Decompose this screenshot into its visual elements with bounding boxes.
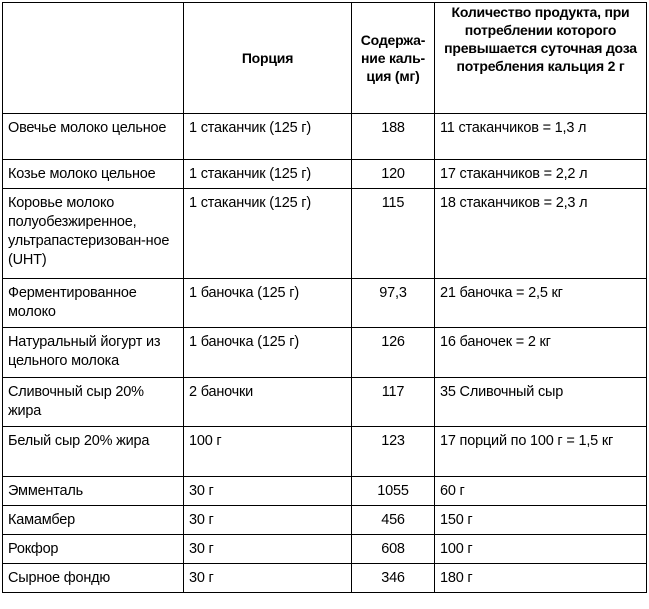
cell-calcium: 346	[352, 564, 435, 593]
cell-portion: 1 баночка (125 г)	[184, 279, 352, 328]
table-row	[3, 378, 647, 427]
cell-product: Рокфор	[3, 535, 184, 564]
table-row	[3, 189, 647, 279]
cell-amount: 180 г	[435, 564, 647, 593]
cell-amount: 17 стаканчиков = 2,2 л	[435, 160, 647, 189]
cell-calcium: 126	[352, 328, 435, 378]
cell-calcium: 608	[352, 535, 435, 564]
cell-portion: 30 г	[184, 506, 352, 535]
table-row	[3, 506, 647, 535]
cell-amount: 18 стаканчиков = 2,3 л	[435, 189, 647, 279]
table-row	[3, 279, 647, 328]
cell-amount: 21 баночка = 2,5 кг	[435, 279, 647, 328]
table-row	[3, 564, 647, 593]
cell-product: Коровье молоко полуобезжиренное, ультрапастеризован-ное (UHT)	[3, 189, 184, 279]
cell-amount: 60 г	[435, 477, 647, 506]
header-row	[3, 3, 647, 114]
cell-product: Эмменталь	[3, 477, 184, 506]
cell-portion: 30 г	[184, 535, 352, 564]
cell-product: Овечье молоко цельное	[3, 114, 184, 160]
cell-amount: 35 Сливочный сыр	[435, 378, 647, 427]
cell-product: Натуральный йогурт из цельного молока	[3, 328, 184, 378]
table-row	[3, 160, 647, 189]
table-row	[3, 427, 647, 477]
cell-amount: 16 баночек = 2 кг	[435, 328, 647, 378]
cell-portion: 1 стаканчик (125 г)	[184, 160, 352, 189]
cell-calcium: 456	[352, 506, 435, 535]
cell-portion: 1 стаканчик (125 г)	[184, 189, 352, 279]
cell-calcium: 188	[352, 114, 435, 160]
header-amount: Количество продукта, при потреблении которого превышается суточная доза потребления кальция 2 г	[435, 3, 647, 114]
cell-product: Сливочный сыр 20% жира	[3, 378, 184, 427]
cell-calcium: 123	[352, 427, 435, 477]
table-row	[3, 477, 647, 506]
cell-amount: 17 порций по 100 г = 1,5 кг	[435, 427, 647, 477]
cell-portion: 30 г	[184, 564, 352, 593]
cell-portion: 100 г	[184, 427, 352, 477]
cell-calcium: 115	[352, 189, 435, 279]
cell-product: Ферментированное молоко	[3, 279, 184, 328]
cell-portion: 2 баночки	[184, 378, 352, 427]
cell-portion: 1 стаканчик (125 г)	[184, 114, 352, 160]
cell-product: Камамбер	[3, 506, 184, 535]
cell-amount: 100 г	[435, 535, 647, 564]
cell-portion: 1 баночка (125 г)	[184, 328, 352, 378]
calcium-table	[2, 2, 647, 593]
table-row	[3, 328, 647, 378]
header-product	[3, 3, 184, 114]
table-row	[3, 535, 647, 564]
cell-calcium: 120	[352, 160, 435, 189]
cell-product: Белый сыр 20% жира	[3, 427, 184, 477]
cell-amount: 11 стаканчиков = 1,3 л	[435, 114, 647, 160]
table-row	[3, 114, 647, 160]
cell-product: Козье молоко цельное	[3, 160, 184, 189]
header-calcium: Содержа-ние каль-ция (мг)	[352, 3, 435, 114]
cell-calcium: 1055	[352, 477, 435, 506]
cell-calcium: 97,3	[352, 279, 435, 328]
cell-product: Сырное фондю	[3, 564, 184, 593]
cell-amount: 150 г	[435, 506, 647, 535]
header-portion: Порция	[184, 3, 352, 114]
cell-portion: 30 г	[184, 477, 352, 506]
cell-calcium: 117	[352, 378, 435, 427]
